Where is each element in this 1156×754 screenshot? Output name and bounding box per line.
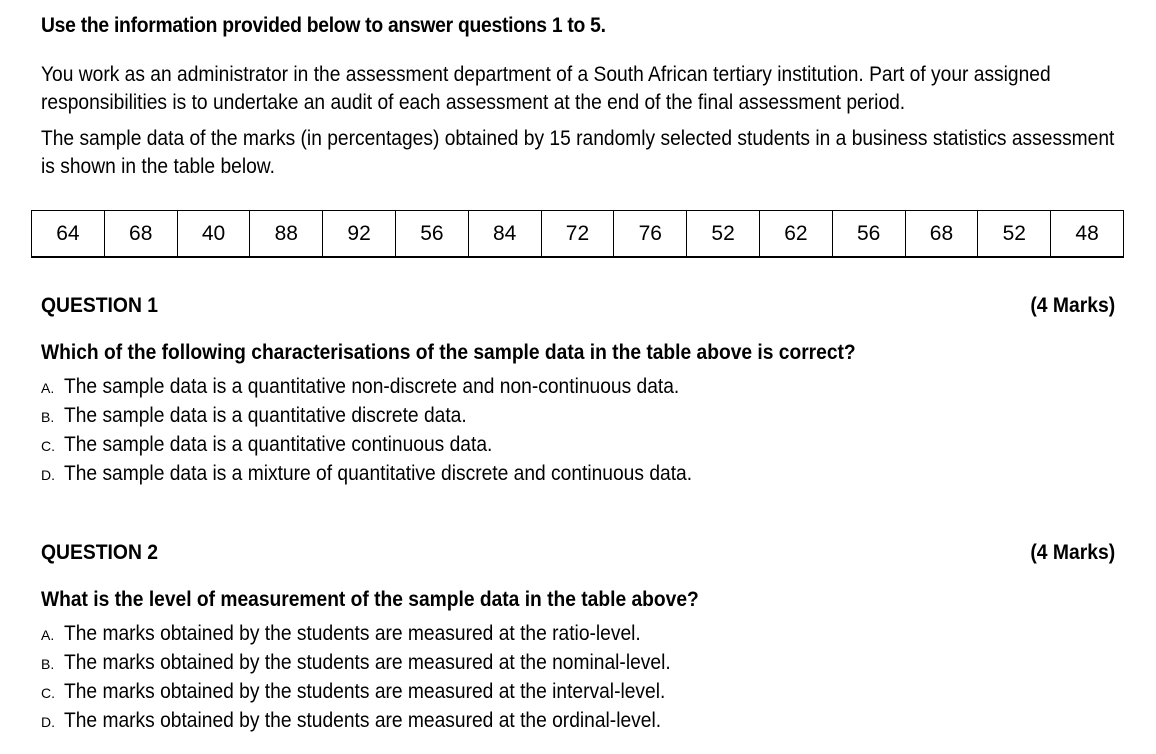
table-row xyxy=(32,211,1124,258)
table-cell: 40 xyxy=(177,211,250,258)
option-text: The marks obtained by the students are measured at the interval-level. xyxy=(64,680,666,703)
scenario-paragraph: You work as an administrator in the assessment department of a South African tertiary institution. Part of your assigned responsibilities is to undertake an audit of each assessment at the end of the final assessment period. xyxy=(41,63,1051,114)
option-text: The sample data is a mixture of quantitative discrete and continuous data. xyxy=(64,462,693,485)
option-letter: C. xyxy=(41,438,55,454)
sample-description-paragraph: The sample data of the marks (in percentages) obtained by 15 randomly selected students in a business statistics assessment is shown in the table below. xyxy=(41,127,1115,178)
table-cell: 72 xyxy=(541,211,614,258)
question-2-options xyxy=(41,619,727,735)
table-cell: 48 xyxy=(1051,211,1124,258)
option-text: The sample data is a quantitative non-discrete and non-continuous data. xyxy=(64,375,680,398)
option-letter: B. xyxy=(41,409,55,425)
option-text: The sample data is a quantitative continuous data. xyxy=(64,433,493,456)
question-1-option-d xyxy=(41,459,750,488)
marks-table xyxy=(31,210,1124,258)
table-cell: 68 xyxy=(905,211,978,258)
question-2-option-c xyxy=(41,677,727,706)
option-letter: D. xyxy=(41,714,55,730)
option-text: The marks obtained by the students are measured at the ordinal-level. xyxy=(64,709,662,732)
question-2-option-d xyxy=(41,706,727,735)
question-1-option-c xyxy=(41,430,750,459)
option-letter: B. xyxy=(41,656,55,672)
question-1-stem: Which of the following characterisations of the sample data in the table above is correct? xyxy=(41,341,856,364)
table-cell: 56 xyxy=(395,211,468,258)
table-cell: 68 xyxy=(104,211,177,258)
question-2-option-b xyxy=(41,648,727,677)
instructions-heading: Use the information provided below to answer questions 1 to 5. xyxy=(41,14,606,37)
question-2-title: QUESTION 2 xyxy=(41,541,159,564)
question-2-option-a xyxy=(41,619,727,648)
question-1-option-a xyxy=(41,372,750,401)
option-text: The sample data is a quantitative discrete data. xyxy=(64,404,467,427)
option-letter: D. xyxy=(41,467,55,483)
table-cell: 56 xyxy=(832,211,905,258)
question-2-marks: (4 Marks) xyxy=(1030,541,1115,564)
table-cell: 76 xyxy=(614,211,687,258)
table-cell: 84 xyxy=(468,211,541,258)
option-text: The marks obtained by the students are measured at the ratio-level. xyxy=(64,622,641,645)
table-cell: 52 xyxy=(687,211,760,258)
table-cell: 52 xyxy=(978,211,1051,258)
question-2-stem: What is the level of measurement of the sample data in the table above? xyxy=(41,588,699,611)
option-text: The marks obtained by the students are measured at the nominal-level. xyxy=(64,651,671,674)
table-cell: 62 xyxy=(759,211,832,258)
question-1-marks: (4 Marks) xyxy=(1030,294,1115,317)
table-cell: 88 xyxy=(250,211,323,258)
option-letter: A. xyxy=(41,627,55,643)
question-1-option-b xyxy=(41,401,750,430)
question-1-options xyxy=(41,372,750,488)
option-letter: C. xyxy=(41,685,55,701)
table-cell: 92 xyxy=(323,211,396,258)
question-1-title: QUESTION 1 xyxy=(41,294,159,317)
table-cell: 64 xyxy=(32,211,105,258)
option-letter: A. xyxy=(41,380,55,396)
